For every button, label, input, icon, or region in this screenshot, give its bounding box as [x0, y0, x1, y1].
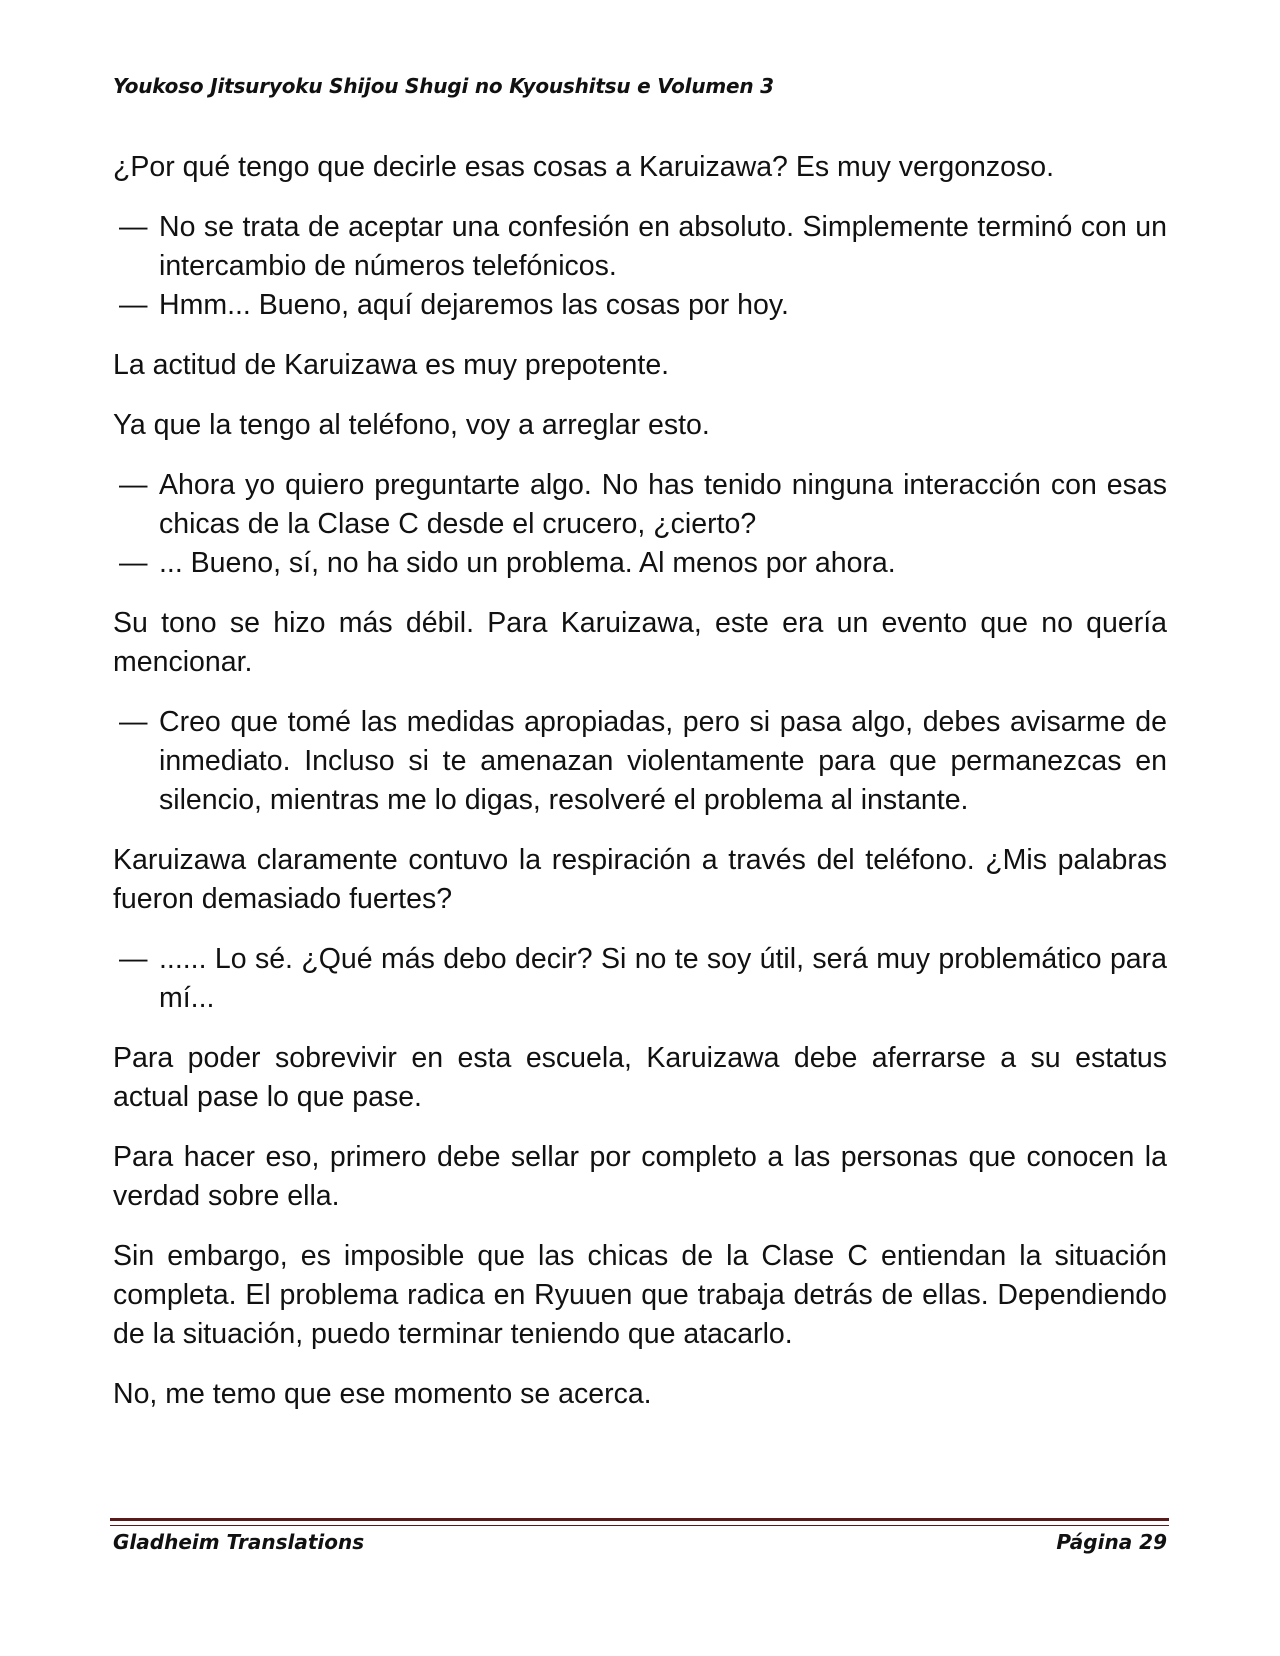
- dialogue-text: No se trata de aceptar una confesión en absoluto. Simplemente terminó con un intercambio de números telefónicos.: [159, 211, 1167, 282]
- dialogue-group: [113, 466, 1167, 583]
- dialogue-group: [113, 940, 1167, 1018]
- paragraph: Para poder sobrevivir en esta escuela, Karuizawa debe aferrarse a su estatus actual pase lo que pase.: [113, 1042, 1167, 1113]
- dialogue-group: [113, 208, 1167, 325]
- paragraph: No, me temo que ese momento se acerca.: [113, 1378, 652, 1410]
- paragraph: Ya que la tengo al teléfono, voy a arreglar esto.: [113, 409, 710, 441]
- dialogue-dash: —: [119, 289, 148, 321]
- page-body: [113, 148, 1167, 1435]
- paragraph: Sin embargo, es imposible que las chicas de la Clase C entiendan la situación completa. El problema radica en Ryuuen que trabaja detrás de ellas. Dependiendo de la situación, puedo terminar teniendo que atacarlo.: [113, 1240, 1167, 1350]
- dialogue-dash: —: [119, 943, 148, 975]
- dialogue-line: [113, 544, 1167, 583]
- dialogue-dash: —: [119, 211, 148, 243]
- dialogue-dash: —: [119, 469, 148, 501]
- page-number: Página 29: [1056, 1530, 1167, 1554]
- dialogue-line: [113, 286, 1167, 325]
- dialogue-dash: —: [119, 706, 148, 738]
- dialogue-text: Ahora yo quiero preguntarte algo. No has tenido ninguna interacción con esas chicas de la Clase C desde el crucero, ¿cierto?: [159, 469, 1167, 540]
- dialogue-text: Creo que tomé las medidas apropiadas, pero si pasa algo, debes avisarme de inmediato. Incluso si te amenazan violentamente para que permanezcas en silencio, mientras me lo digas, resolveré el problema al instante.: [159, 706, 1167, 816]
- dialogue-text: ...... Lo sé. ¿Qué más debo decir? Si no te soy útil, será muy problemático para mí...: [159, 943, 1167, 1014]
- dialogue-text: ... Bueno, sí, no ha sido un problema. Al menos por ahora.: [159, 547, 896, 579]
- footer-credit: Gladheim Translations: [113, 1530, 365, 1554]
- dialogue-text: Hmm... Bueno, aquí dejaremos las cosas por hoy.: [159, 289, 789, 321]
- footer-rule: [110, 1518, 1169, 1526]
- paragraph: ¿Por qué tengo que decirle esas cosas a Karuizawa? Es muy vergonzoso.: [113, 151, 1055, 183]
- dialogue-line: [113, 940, 1167, 1018]
- dialogue-group: [113, 703, 1167, 820]
- paragraph: Karuizawa claramente contuvo la respiración a través del teléfono. ¿Mis palabras fueron demasiado fuertes?: [113, 844, 1167, 915]
- paragraph: Su tono se hizo más débil. Para Karuizawa, este era un evento que no quería mencionar.: [113, 607, 1167, 678]
- paragraph: La actitud de Karuizawa es muy prepotente.: [113, 349, 670, 381]
- dialogue-line: [113, 208, 1167, 286]
- dialogue-line: [113, 703, 1167, 820]
- dialogue-dash: —: [119, 547, 148, 579]
- running-header: Youkoso Jitsuryoku Shijou Shugi no Kyoushitsu e Volumen 3: [113, 74, 774, 98]
- dialogue-line: [113, 466, 1167, 544]
- paragraph: Para hacer eso, primero debe sellar por completo a las personas que conocen la verdad sobre ella.: [113, 1141, 1167, 1212]
